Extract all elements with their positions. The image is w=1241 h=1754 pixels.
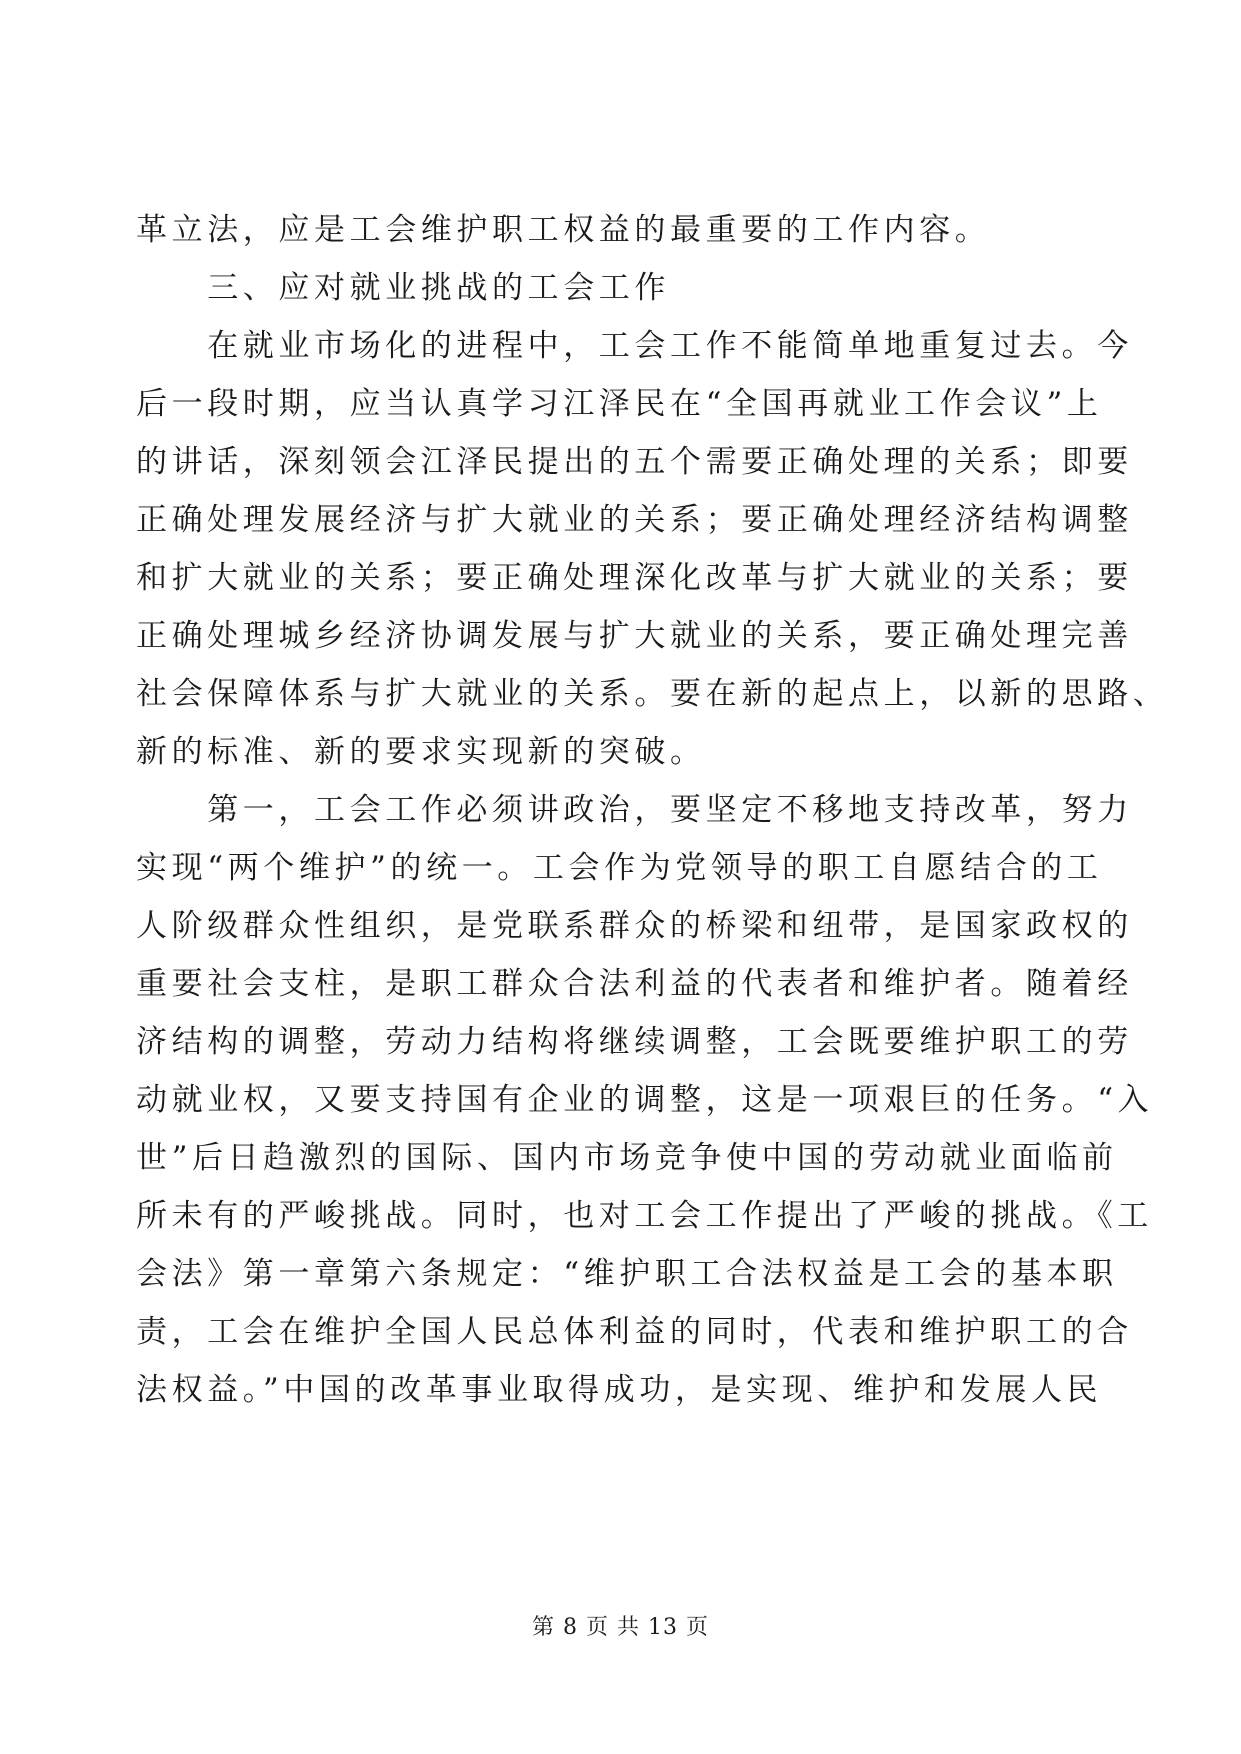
text-line: 正确处理发展经济与扩大就业的关系；要正确处理经济结构调整: [136, 502, 1133, 538]
text-line: 正确处理城乡经济协调发展与扩大就业的关系，要正确处理完善: [136, 618, 1133, 654]
text-line: 人阶级群众性组织，是党联系群众的桥梁和纽带，是国家政权的: [136, 908, 1133, 944]
section-heading: 三、应对就业挑战的工会工作: [136, 270, 670, 306]
page-number-footer: 第 8 页 共 13 页: [532, 1615, 709, 1640]
text-line: 会法》第一章第六条规定：“维护职工合法权益是工会的基本职: [136, 1256, 1118, 1292]
text-line: 动就业权，又要支持国有企业的调整，这是一项艰巨的任务。“入: [136, 1082, 1154, 1118]
text-line: 后一段时期，应当认真学习江泽民在“全国再就业工作会议”上: [136, 386, 1103, 422]
text-line: 第一，工会工作必须讲政治，要坚定不移地支持改革，努力: [136, 792, 1133, 828]
text-line: 和扩大就业的关系；要正确处理深化改革与扩大就业的关系；要: [136, 560, 1133, 596]
text-line: 在就业市场化的进程中，工会工作不能简单地重复过去。今: [136, 328, 1133, 364]
text-line: 的讲话，深刻领会江泽民提出的五个需要正确处理的关系；即要: [136, 444, 1133, 480]
text-line: 革立法，应是工会维护职工权益的最重要的工作内容。: [136, 212, 991, 248]
text-line: 所未有的严峻挑战。同时，也对工会工作提出了严峻的挑战。《工: [136, 1198, 1153, 1234]
text-line: 世”后日趋激烈的国际、国内市场竞争使中国的劳动就业面临前: [136, 1140, 1118, 1176]
text-line: 社会保障体系与扩大就业的关系。要在新的起点上，以新的思路、: [136, 676, 1169, 712]
text-line: 法权益。”中国的改革事业取得成功，是实现、维护和发展人民: [136, 1372, 1103, 1408]
text-line: 实现“两个维护”的统一。工会作为党领导的职工自愿结合的工: [136, 850, 1103, 886]
text-line: 责，工会在维护全国人民总体利益的同时，代表和维护职工的合: [136, 1314, 1133, 1350]
text-line: 重要社会支柱，是职工群众合法利益的代表者和维护者。随着经: [136, 966, 1133, 1002]
text-line: 济结构的调整，劳动力结构将继续调整，工会既要维护职工的劳: [136, 1024, 1133, 1060]
text-line: 新的标准、新的要求实现新的突破。: [136, 734, 706, 770]
